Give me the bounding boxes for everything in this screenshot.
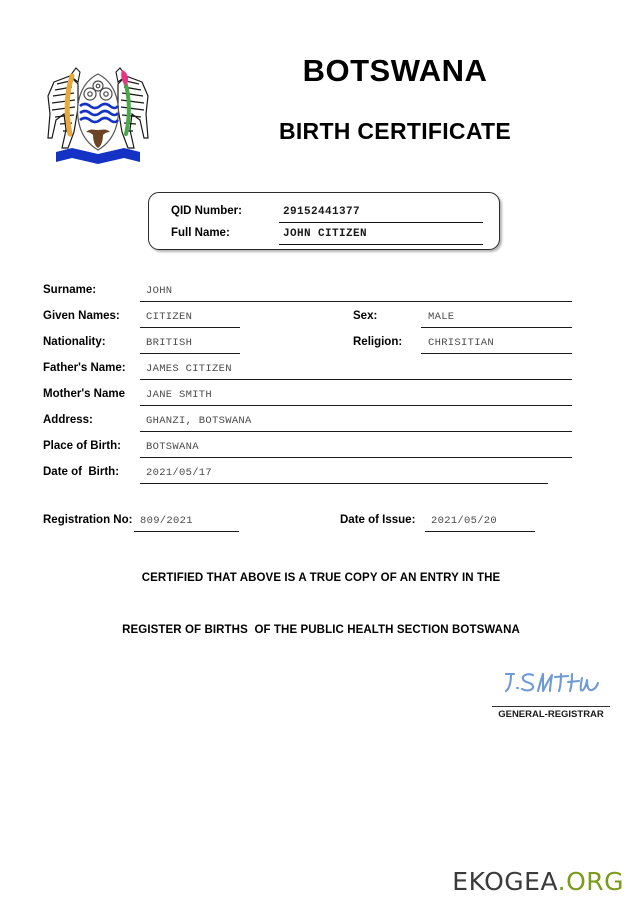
handwritten-signature-icon [500, 668, 606, 702]
address-underline [140, 431, 572, 432]
fathers-name-value: JAMES CITIZEN [146, 363, 232, 375]
address-label: Address: [43, 414, 93, 426]
document-title: BIRTH CERTIFICATE [278, 118, 512, 145]
field-row-place-of-birth [43, 438, 603, 464]
given-names-value: CITIZEN [146, 311, 193, 323]
date-of-issue-underline [425, 531, 535, 532]
address-value: GHANZI, BOTSWANA [146, 415, 252, 427]
fathers-name-label: Father's Name: [43, 362, 126, 374]
country-title: BOTSWANA [302, 53, 488, 88]
sex-value: MALE [428, 311, 455, 323]
nationality-underline [140, 353, 240, 354]
registration-no-underline [134, 531, 239, 532]
field-row-surname [43, 282, 603, 308]
full-name-value: JOHN CITIZEN [283, 228, 368, 240]
field-row-fathers-name [43, 360, 603, 386]
full-name-label: Full Name: [171, 227, 230, 239]
footer-watermark [452, 867, 624, 896]
field-row-registration [43, 512, 603, 538]
qid-number-row [171, 205, 483, 223]
given-names-underline [140, 327, 240, 328]
place-of-birth-underline [140, 457, 572, 458]
sex-underline [421, 327, 572, 328]
date-of-issue-value: 2021/05/20 [431, 515, 498, 527]
brand-tld: .ORG [557, 867, 624, 896]
qid-number-label: QID Number: [171, 205, 242, 217]
mothers-name-value: JANE SMITH [146, 389, 213, 401]
mothers-name-underline [140, 405, 572, 406]
sex-label: Sex: [353, 310, 378, 322]
religion-value: CHRISITIAN [428, 337, 495, 349]
botswana-coat-of-arms-icon [42, 60, 154, 168]
certification-line-2: REGISTER OF BIRTHS OF THE PUBLIC HEALTH SECTION BOTSWANA [122, 624, 520, 636]
registration-no-label: Registration No: [43, 514, 133, 526]
place-of-birth-value: BOTSWANA [146, 441, 199, 453]
nationality-value: BRITISH [146, 337, 193, 349]
full-name-underline [279, 244, 483, 245]
mothers-name-label: Mother's Name [43, 388, 125, 400]
given-names-label: Given Names: [43, 310, 120, 322]
place-of-birth-label: Place of Birth: [43, 440, 121, 452]
religion-label: Religion: [353, 336, 403, 348]
full-name-row [171, 227, 483, 245]
date-of-issue-label: Date of Issue: [340, 514, 416, 526]
date-of-birth-label: Date of Birth: [43, 466, 120, 478]
field-row-given-names [43, 308, 603, 334]
signature-caption: GENERAL-REGISTRAR [498, 709, 604, 720]
qid-number-underline [279, 222, 483, 223]
field-row-date-of-birth [43, 464, 603, 490]
field-row-address [43, 412, 603, 438]
qid-number-value: 29152441377 [283, 206, 361, 218]
surname-label: Surname: [43, 284, 97, 296]
title-block [180, 54, 610, 145]
religion-underline [421, 353, 572, 354]
qid-summary-box [148, 192, 500, 250]
certification-line-1: CERTIFIED THAT ABOVE IS A TRUE COPY OF AN ENTRY IN THE [141, 572, 501, 584]
signature-underline [492, 706, 610, 707]
surname-value: JOHN [146, 285, 173, 297]
date-of-birth-value: 2021/05/17 [146, 467, 213, 479]
field-row-mothers-name [43, 386, 603, 412]
field-row-nationality [43, 334, 603, 360]
nationality-label: Nationality: [43, 336, 106, 348]
date-of-birth-underline [140, 483, 548, 484]
fathers-name-underline [140, 379, 572, 380]
surname-underline [140, 301, 572, 302]
certificate-header [0, 54, 642, 174]
registration-no-value: 809/2021 [140, 515, 193, 527]
brand-name: EKOGEA [452, 867, 558, 896]
